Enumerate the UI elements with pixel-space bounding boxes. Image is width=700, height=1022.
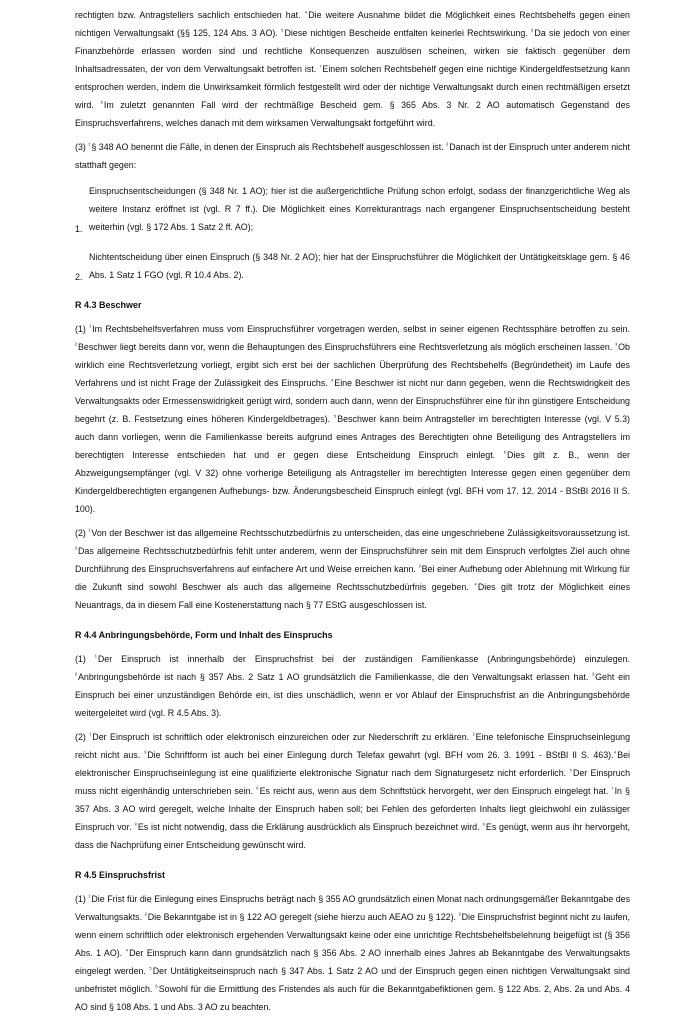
list-item-text: Nichtentscheidung über einen Einspruch (§ 348 Nr. 2 AO); hier hat der Einspruchsführer die Möglichkeit der Untätigkeitsklage gem. § 46 Abs. 1 Satz 1 FGO (vgl. R 10.4 Abs. 2). (89, 252, 630, 280)
intro-paragraph: rechtigten bzw. Antragstellers sachlich entschieden hat. $^{^4}$Die weitere Ausnahme bildet die Möglichkeit eines Rechtsbehelfs gegen einen nichtigen Verwaltungsakt (§§ 125, 124 Abs. 3 AO). $^{^5}$Diese nichtigen Bescheide entfalten keinerlei Rechtswirkung. $^{^6}$Da sie jedoch von einer Finanzbehörde erlassen worden sind und rechtliche Konsequenzen auszulösen scheinen, wirken sie faktisch gegenüber dem Inhaltsadressaten, der von dem Verwaltungsakt betroffen ist. $^{^7}$Einem solchen Rechtsbehelf gegen eine nichtige Kindergeldfestsetzung kann entsprochen werden, indem die Unwirksamkeit förmlich festgestellt wird oder der nichtige Verwaltungsakt durch einen rechtmäßigen ersetzt wird. $^{^8}$Im zuletzt genannten Fall wird der rechtmäßige Bescheid gem. § 365 Abs. 3 Nr. 2 AO automatisch Gegenstand des Einspruchsverfahrens, welches danach mit dem wirksamen Verwaltungsakt fortgeführt wird. (75, 10, 630, 128)
section-paragraph: (1) $^{^1}$Der Einspruch ist innerhalb der Einspruchsfrist bei der zuständigen Familienkasse (Anbringungsbehörde) einzulegen. $^{^2}$Anbringungsbehörde ist nach § 357 Abs. 2 Satz 1 AO grundsätzlich die Familienkasse, die den Verwaltungsakt erlassen hat. $^{^3}$Geht ein Einspruch bei einer unzuständigen Behörde ein, ist dies unschädlich, wenn er vor Ablauf der Einspruchsfrist an die Anbringungsbehörde weitergeleitet wird (vgl. R 4.5 Abs. 3). (75, 654, 631, 718)
list-item (75, 182, 630, 236)
section-paragraph: (1) $^{^1}$Die Frist für die Einlegung eines Einspruchs beträgt nach § 355 AO grundsätzlich einen Monat nach ordnungsgemäßer Bekanntgabe des Verwaltungsakts. $^{^2}$Die Bekanntgabe ist in § 122 AO geregelt (siehe hierzu auch AEAO zu § 122). $^{^3}$Die Einspruchsfrist beginnt nicht zu laufen, wenn einem schriftlich oder elektronisch ergehenden Verwaltungsakt keine oder eine unrichtige Rechtsbehelfsbelehrung beigefügt ist (§ 356 Abs. 1 AO). $^{^4}$Der Einspruch kann dann grundsätzlich nach § 356 Abs. 2 AO innerhalb eines Jahres ab Bekanntgabe des Verwaltungsakts eingelegt werden. $^{^5}$Der Untätigkeitseinspruch nach § 347 Abs. 1 Satz 2 AO und der Einspruch gegen einen nichtigen Verwaltungsakt sind unbefristet möglich. $^{^6}$Sowohl für die Ermittlung des Fristendes als auch für die Bekanntgabefiktionen gem. § 122 Abs. 2, Abs. 2a und Abs. 4 AO sind § 108 Abs. 1 und Abs. 3 AO zu beachten. (75, 894, 631, 1012)
section-heading: R 4.4 Anbringungsbehörde, Form und Inhalt des Einspruchs (75, 630, 333, 640)
list-item-text: Einspruchsentscheidungen (§ 348 Nr. 1 AO); hier ist die außergerichtliche Prüfung schon erfolgt, sodass der finanzgerichtliche Weg als weitere Instanz eröffnet ist (vgl. R 7 ff.). Die Möglichkeit eines Korrekturantrags nach ergangener Einspruchsentscheidung besteht weiterhin (vgl. § 172 Abs. 1 Satz 2 ff. AO); (89, 186, 630, 232)
list-item (75, 248, 630, 284)
section-paragraph: (1) $^{^1}$Im Rechtsbehelfsverfahren muss vom Einspruchsführer vorgetragen werden, selbst in seiner eigenen Rechtssphäre betroffen zu sein. $^{^2}$Beschwer liegt bereits dann vor, wenn die Behauptungen des Einspruchsführers eine Rechtsverletzung als möglich erscheinen lassen. $^{^3}$Ob wirklich eine Rechtsverletzung vorliegt, ergibt sich erst bei der sachlichen Überprüfung des Rechtsbehelfs (Begründetheit) im Laufe des Verfahrens und ist nicht Frage der Zulässigkeit des Einspruchs. $^{^4}$Eine Beschwer ist nicht nur dann gegeben, wenn die Rechtswidrigkeit des Verwaltungsakts oder Ermessenswidrigkeit gerügt wird, sondern auch dann, wenn der Einspruchsführer eine für ihn günstigere Entscheidung begehrt (z. B. Festsetzung eines höheren Kindergeldbetrages). $^{^5}$Beschwer kann beim Antragsteller im berechtigten Interesse (vgl. V 5.3) auch dann vorliegen, wenn die Familienkasse bereits aufgrund eines Antrages des Berechtigten ohne Beteiligung des Antragstellers im berechtigten Interesse entschieden hat und er gegen diese Entscheidung Einspruch einlegt. $^{^6}$Dies gilt z. B., wenn der Abzweigungsempfänger (vgl. V 32) ohne vorherige Beteiligung als Antragsteller im berechtigten Interesse gegen einen gegenüber dem Kindergeldberechtigten ergangenen Aufhebungs- bzw. Änderungsbescheid Einspruch einlegt (vgl. BFH vom 17. 12. 2014 - BStBl 2016 II S. 100). (75, 324, 631, 514)
section-paragraph: (2) $^{^1}$Von der Beschwer ist das allgemeine Rechtsschutzbedürfnis zu unterscheiden, das eine ungeschriebene Zulässigkeitsvoraussetzung ist. $^{^2}$Das allgemeine Rechtsschutzbedürfnis fehlt unter anderem, wenn der Einspruchsführer sein mit dem Einspruch verfolgtes Ziel auch ohne Durchführung des Einspruchsverfahrens auf einfachere Art und Weise erreichen kann. $^{^3}$Bei einer Aufhebung oder Ablehnung mit Wirkung für die Zukunft sind sowohl Beschwer als auch das allgemeine Rechtsschutzbedürfnis gegeben. $^{^4}$Dies gilt trotz der Möglichkeit eines Neuantrags, da in diesem Fall eine Kostenerstattung nach § 77 EStG ausgeschlossen ist. (75, 528, 631, 610)
list-item-number: 2. (75, 272, 83, 282)
section-heading: R 4.3 Beschwer (75, 300, 142, 310)
section-heading: R 4.5 Einspruchsfrist (75, 870, 166, 880)
paragraph-3: (3) $^{^1}$§ 348 AO benennt die Fälle, in denen der Einspruch als Rechtsbehelf ausgeschlossen ist. $^{^2}$Danach ist der Einspruch unter anderem nicht statthaft gegen: (75, 142, 630, 170)
list-item-number: 1. (75, 224, 83, 234)
exclusion-list (75, 182, 630, 284)
document-page (75, 6, 630, 1022)
section-paragraph: (2) $^{^1}$Der Einspruch ist schriftlich oder elektronisch einzureichen oder zur Niederschrift zu erklären. $^{^2}$Eine telefonische Einspruchseinlegung reicht nicht aus. $^{^3}$Die Schriftform ist auch bei einer Einlegung durch Telefax gewahrt (vgl. BFH vom 26. 3. 1991 - BStBl II S. 463).$^{^4}$Bei elektronischer Einspruchseinlegung ist eine qualifizierte elektronische Signatur nach dem Signaturgesetz nicht erforderlich. $^{^5}$Der Einspruch muss nicht eigenhändig unterschrieben sein. $^{^6}$Es reicht aus, wenn aus dem Schriftstück hervorgeht, wer den Einspruch eingelegt hat. $^{^7}$In § 357 Abs. 3 AO wird geregelt, welche Inhalte der Einspruch haben soll; bei Fehlen des geforderten Inhalts liegt gleichwohl ein zulässiger Einspruch vor. $^{^8}$Es ist nicht notwendig, dass die Erklärung ausdrücklich als Einspruch bezeichnet wird. $^{^9}$Es genügt, wenn aus ihr hervorgeht, dass die Nachprüfung einer Entscheidung gewünscht wird. (75, 732, 631, 850)
